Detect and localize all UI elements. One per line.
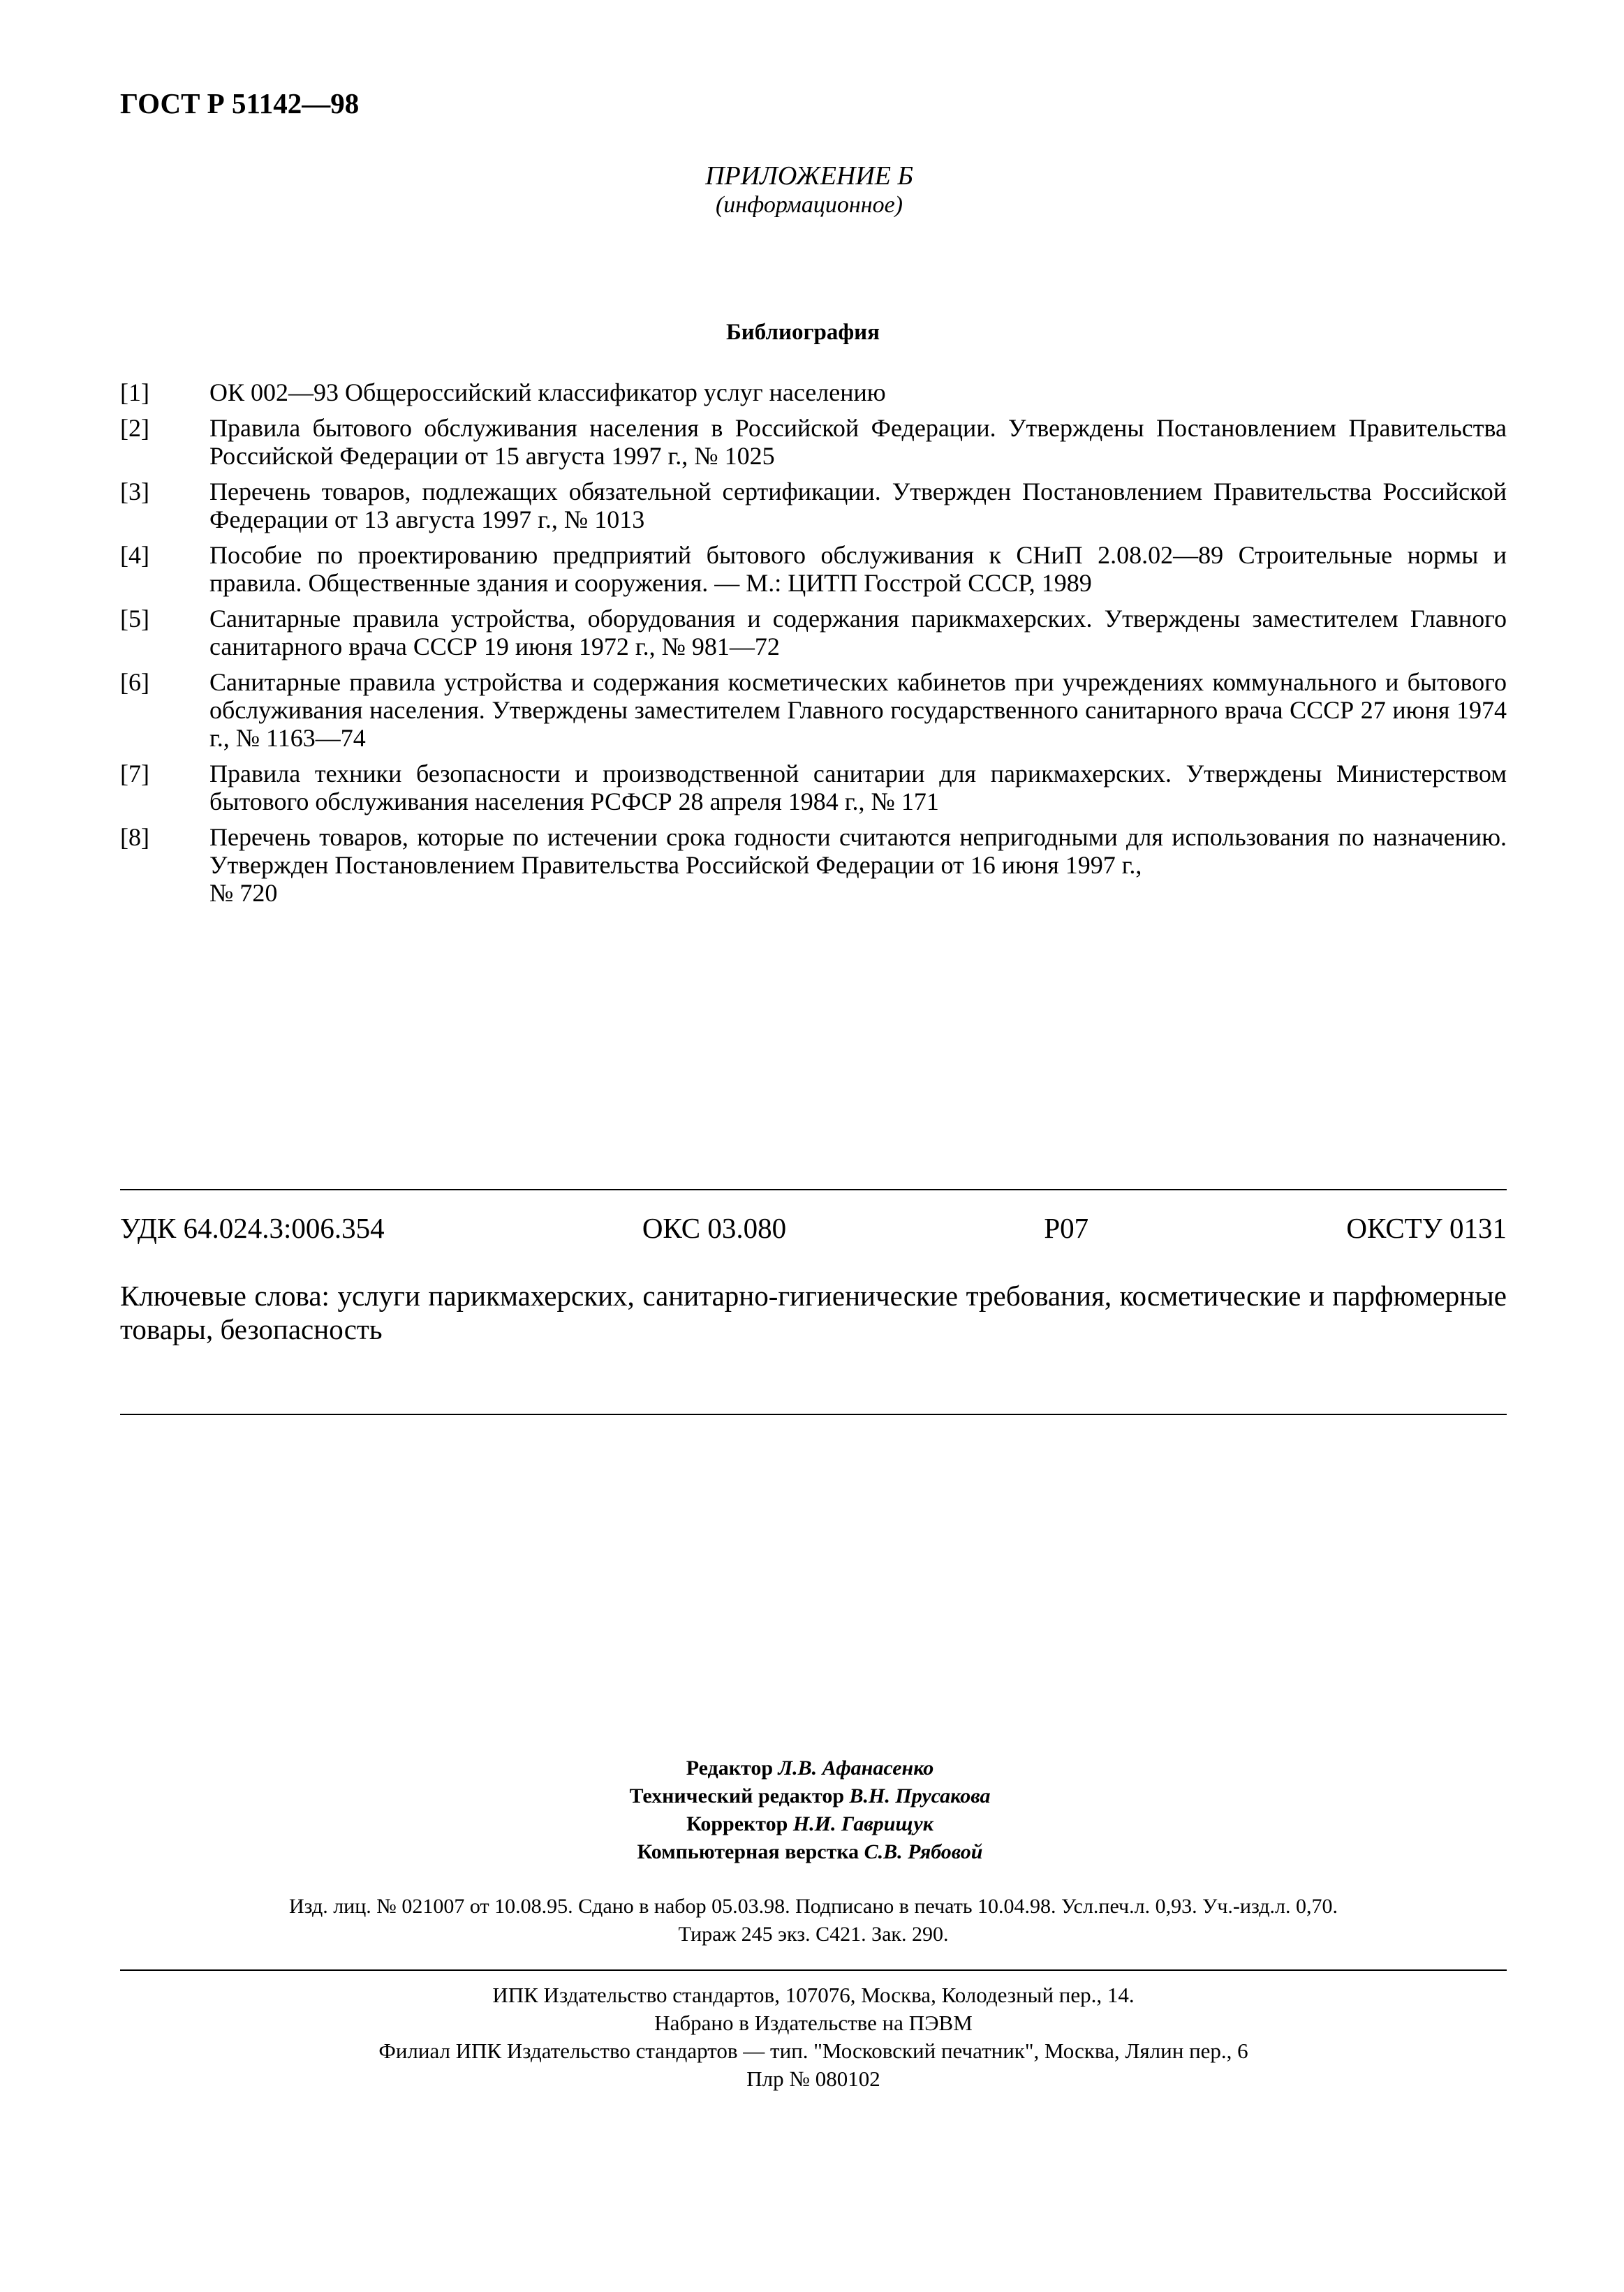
document-code: ГОСТ Р 51142—98 bbox=[120, 87, 360, 119]
credit-name: Л.В. Афанасенко bbox=[778, 1757, 934, 1780]
bibliography-item-text: Санитарные правила устройства, оборудования и содержания парикмахерских. Утверждены заместителем Главного санитарного врача СССР 19 июня 1972 г., № 981—72 bbox=[209, 605, 1507, 660]
publisher-info bbox=[120, 1981, 1507, 2093]
bibliography-list bbox=[120, 378, 1507, 915]
divider-middle bbox=[120, 1414, 1507, 1415]
okstu-code: ОКСТУ 0131 bbox=[1346, 1212, 1507, 1244]
bibliography-item-number: [1] bbox=[120, 378, 149, 406]
credits-block bbox=[433, 1754, 1187, 1866]
divider-top bbox=[120, 1189, 1507, 1190]
bibliography-item bbox=[120, 605, 1507, 660]
publication-info bbox=[120, 1893, 1507, 1949]
bibliography-item-text: Правила бытового обслуживания населения в Российской Федерации. Утверждены Постановлением Правительства Российской Федерации от 15 августа 1997 г., № 1025 bbox=[209, 414, 1507, 470]
bibliography-item-number: [4] bbox=[120, 541, 149, 569]
bibliography-item-number: [7] bbox=[120, 760, 149, 788]
bibliography-item bbox=[120, 668, 1507, 752]
credit-role: Технический редактор bbox=[629, 1784, 850, 1807]
credit-name: С.В. Рябовой bbox=[864, 1840, 983, 1863]
credit-name: В.Н. Прусакова bbox=[849, 1784, 991, 1807]
credit-technical-editor bbox=[433, 1782, 1187, 1810]
appendix-heading bbox=[704, 161, 914, 219]
bibliography-item-text: Перечень товаров, подлежащих обязательной сертификации. Утвержден Постановлением Правительства Российской Федерации от 13 августа 1997 г., № 1013 bbox=[209, 478, 1507, 533]
bibliography-item-text: Пособие по проектированию предприятий бытового обслуживания к СНиП 2.08.02—89 Строительные нормы и правила. Общественные здания и сооружения. — М.: ЦИТП Госстрой СССР, 1989 bbox=[209, 541, 1507, 597]
keywords: Ключевые слова: услуги парикмахерских, санитарно-гигиенические требования, косметические и парфюмерные товары, безопасность bbox=[120, 1280, 1507, 1345]
bibliography-item-text: ОК 002—93 Общероссийский классификатор услуг населению bbox=[209, 378, 886, 406]
bibliography-item bbox=[120, 414, 1507, 470]
bibliography-item bbox=[120, 378, 1507, 406]
bibliography-item-number: [3] bbox=[120, 478, 149, 505]
bibliography-title: Библиография bbox=[725, 320, 880, 345]
bibliography-item bbox=[120, 478, 1507, 533]
udk-code: УДК 64.024.3:006.354 bbox=[120, 1212, 385, 1244]
publisher-line: Плр № 080102 bbox=[746, 2067, 880, 2091]
bibliography-item-number: [5] bbox=[120, 605, 149, 633]
credit-editor bbox=[433, 1754, 1187, 1782]
bibliography-item-number: [6] bbox=[120, 668, 149, 696]
bibliography-item-text: Перечень товаров, которые по истечении срока годности считаются непригодными для использования по назначению. Утвержден Постановлением Правительства Российской Федерации от 16 июня 1997 г., № 720 bbox=[209, 823, 1507, 907]
bibliography-item bbox=[120, 823, 1507, 907]
publisher-line: Филиал ИПК Издательство стандартов — тип. "Московский печатник", Москва, Лялин пер., 6 bbox=[378, 2039, 1248, 2063]
bibliography-item-text: Правила техники безопасности и производственной санитарии для парикмахерских. Утверждены Министерством бытового обслуживания населения РСФСР 28 апреля 1984 г., № 171 bbox=[209, 760, 1507, 815]
group-code: Р07 bbox=[1044, 1212, 1089, 1244]
bibliography-item bbox=[120, 541, 1507, 597]
bibliography-item bbox=[120, 760, 1507, 815]
appendix-subtitle: (информационное) bbox=[715, 192, 903, 218]
credit-name: Н.И. Гаврищук bbox=[792, 1812, 933, 1835]
divider-bottom bbox=[120, 1969, 1507, 1971]
publisher-line: ИПК Издательство стандартов, 107076, Москва, Колодезный пер., 14. bbox=[492, 1983, 1135, 2007]
publisher-line: Набрано в Издательстве на ПЭВМ bbox=[654, 2011, 973, 2035]
bibliography-item-number: [2] bbox=[120, 414, 149, 442]
bibliography-item-text: Санитарные правила устройства и содержания косметических кабинетов при учреждениях коммунального и бытового обслуживания населения. Утверждены заместителем Главного государственного санитарного врача СССР 27 июня 1974 г., № 1163—74 bbox=[209, 668, 1507, 752]
classification-row bbox=[120, 1211, 1507, 1245]
credit-role: Редактор bbox=[686, 1757, 778, 1780]
credit-role: Компьютерная верстка bbox=[637, 1840, 864, 1863]
publication-line: Изд. лиц. № 021007 от 10.08.95. Сдано в набор 05.03.98. Подписано в печать 10.04.98. Усл.печ.л. 0,93. Уч.-изд.л. 0,70. bbox=[288, 1895, 1338, 1918]
credit-role: Корректор bbox=[686, 1812, 793, 1835]
bibliography-item-number: [8] bbox=[120, 823, 149, 851]
credit-proofreader bbox=[433, 1810, 1187, 1838]
appendix-title: ПРИЛОЖЕНИЕ Б bbox=[705, 161, 913, 191]
oks-code: ОКС 03.080 bbox=[642, 1212, 787, 1244]
publication-line: Тираж 245 экз. С421. Зак. 290. bbox=[678, 1923, 949, 1946]
credit-layout bbox=[433, 1838, 1187, 1866]
